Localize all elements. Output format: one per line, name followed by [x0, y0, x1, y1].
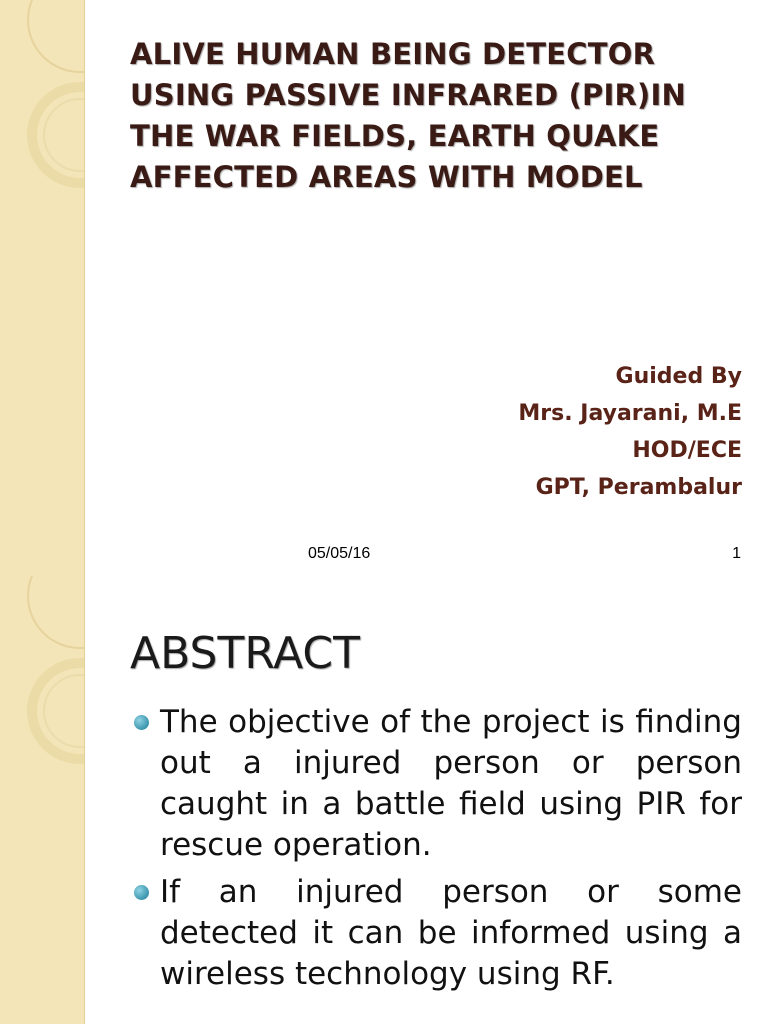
bullet-icon	[134, 885, 149, 900]
bullet-list	[132, 702, 742, 1001]
slide-title: ALIVE HUMAN BEING DETECTOR USING PASSIVE INFRARED (PIR)IN THE WAR FIELDS, EARTH QUAKE AFFECTED AREAS WITH MODEL	[130, 37, 686, 194]
bullet-text: The objective of the project is finding out a injured person or person caught in a battle field using PIR for rescue operation.	[160, 704, 742, 863]
guide-line: HOD/ECE	[632, 438, 742, 463]
footer-date: 05/05/16	[308, 545, 371, 562]
decorative-circles-icon	[0, 576, 84, 776]
list-item	[132, 702, 742, 866]
abstract-slide	[0, 576, 768, 1024]
decorative-side-band	[0, 0, 85, 576]
guide-line: Guided By	[615, 364, 742, 389]
guide-line: GPT, Perambalur	[535, 475, 742, 500]
bullet-text: If an injured person or some detected it can be informed using a wireless technology using RF.	[160, 874, 742, 992]
decorative-side-band	[0, 576, 85, 1024]
slide-title: ABSTRACT	[130, 628, 361, 679]
guide-line: Mrs. Jayarani, M.E	[518, 401, 742, 426]
guide-block	[518, 358, 742, 506]
list-item	[132, 872, 742, 995]
bullet-icon	[134, 715, 149, 730]
decorative-circles-icon	[0, 0, 84, 200]
slide-number: 1	[732, 545, 741, 562]
